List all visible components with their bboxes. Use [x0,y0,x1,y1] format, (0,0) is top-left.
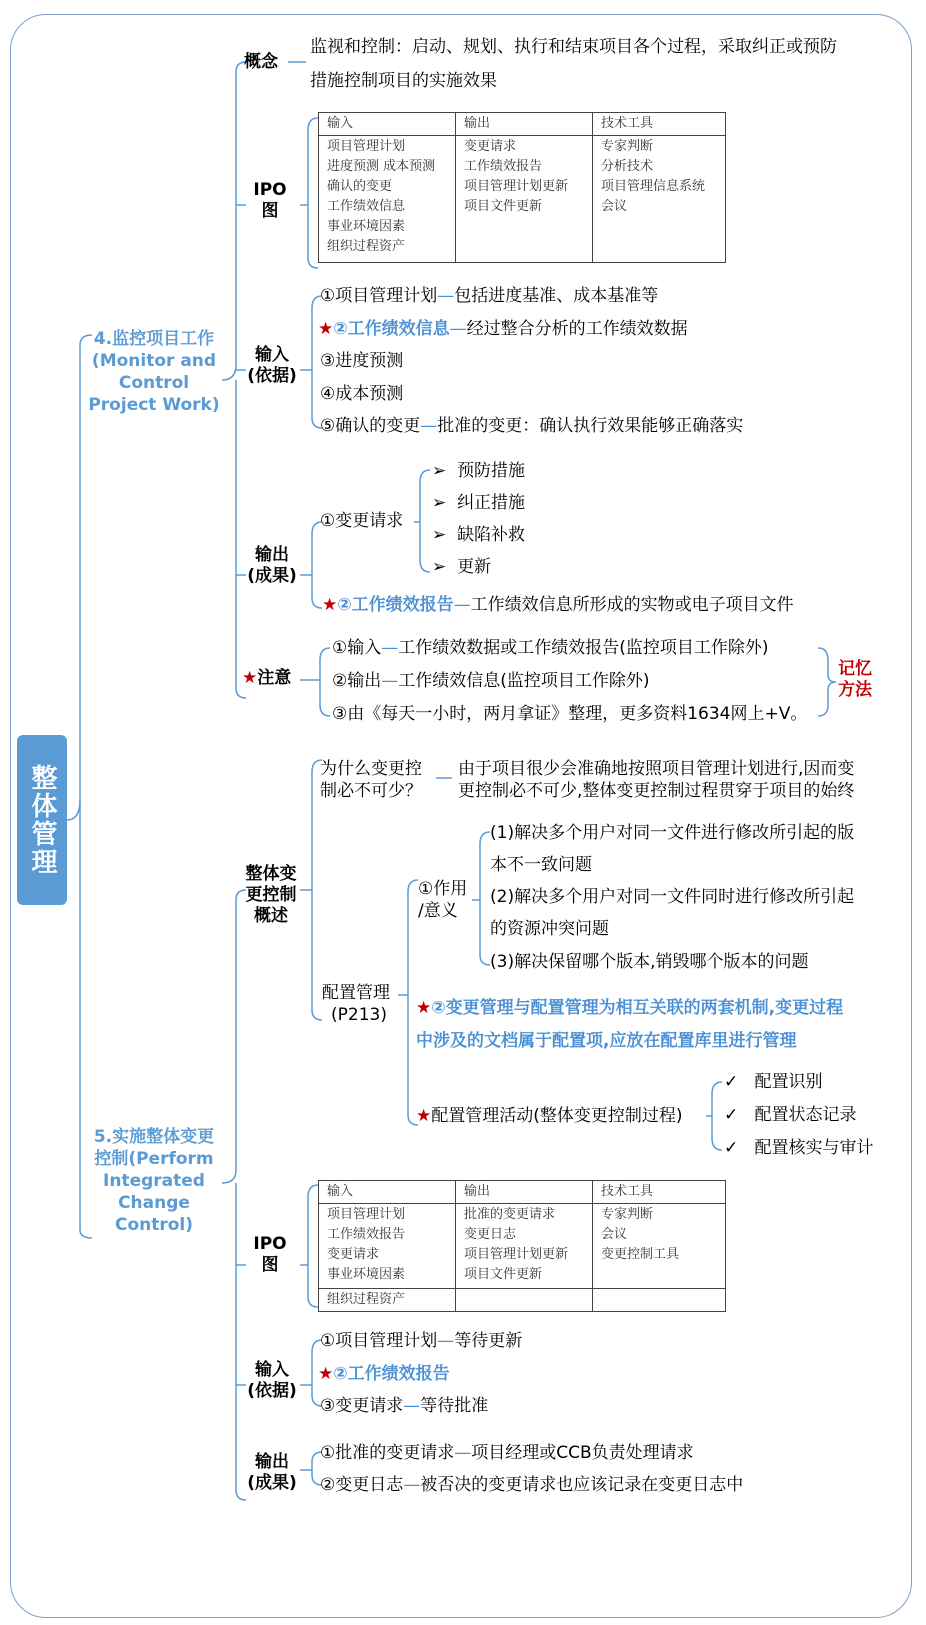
ipo-output-cell: 工作绩效报告 [464,159,543,174]
memory-method-label: 记忆 方法 [838,659,872,700]
star-icon: ★ [322,595,338,615]
ipo-tool-cell: 会议 [601,199,628,214]
change-ipo-table [318,1180,726,1312]
monitor-input-item-2: ★②工作绩效信息—经过整合分析的工作绩效数据 [318,319,688,339]
relation-line2: 中涉及的文档属于配置项,应放在配置库里进行管理 [416,1031,797,1051]
ipo-input-cell: 工作绩效信息 [327,199,406,214]
ipo-header-input: 输入 [319,113,456,136]
output-subitem: ➢ 预防措施 [432,461,526,481]
monitor-input-item-5: ⑤确认的变更—批准的变更：确认执行效果能够正确落实 [320,416,744,436]
monitor-output-item-1: ①变更请求 [320,511,404,531]
ipo-output-cell: 项目文件更新 [464,1267,543,1282]
star-icon: ★ [416,998,432,1018]
monitor-output-label: 输出 (成果) [247,545,297,586]
ipo-tool-cell: 会议 [601,1227,628,1242]
role-item-1-line1: (1)解决多个用户对同一文件进行修改所引起的版 [490,823,855,843]
ipo-output-cell: 变更请求 [464,139,517,154]
note-item-2: ②输出—工作绩效信息(监控项目工作除外) [332,671,650,691]
overview-label: 整体变 更控制 概述 [245,864,297,926]
change-input-item-1: ①项目管理计划—等待更新 [320,1331,523,1351]
monitor-output-item-2: ★②工作绩效报告—工作绩效信息所形成的实物或电子项目文件 [322,595,794,615]
change-section-title: 5.实施整体变更控制(Perform Integrated Change Control) [93,1127,215,1235]
ipo-input-cell: 工作绩效报告 [327,1227,406,1242]
ipo-input-cell: 组织过程资产 [319,1289,456,1312]
monitor-input-label: 输入 (依据) [247,345,297,386]
ipo-header-output: 输出 [456,1181,593,1204]
ipo-input-cell: 变更请求 [327,1247,380,1262]
change-output-item-1: ①批准的变更请求—项目经理或CCB负责处理请求 [320,1443,694,1463]
why-answer-line2: 更控制必不可少,整体变更控制过程贯穿于项目的始终 [458,781,855,801]
ipo-output-cell: 项目管理计划更新 [464,1247,569,1262]
ipo-output-cell: 项目文件更新 [464,199,543,214]
why-question-line1: 为什么变更控 [320,759,422,779]
arrow-icon: ➢ [432,493,447,513]
ipo-label: IPO 图 [253,180,287,221]
config-activity-item: ✓ 配置状态记录 [724,1105,857,1125]
ipo-input-cell: 确认的变更 [327,179,393,194]
root-node: 整体管理 [17,735,67,905]
ipo-header-tools: 技术工具 [593,1181,726,1204]
star-icon: ★ [242,668,258,688]
ipo-input-cell: 项目管理计划 [327,1207,406,1222]
output-subitem: ➢ 更新 [432,557,492,577]
role-item-2-line2: 的资源冲突问题 [490,919,609,939]
change-ipo-label: IPO 图 [253,1234,287,1275]
concept-text-line1: 监视和控制：启动、规划、执行和结束项目各个过程，采取纠正或预防 [310,37,837,57]
ipo-input-cell: 事业环境因素 [327,219,406,234]
output-subitem: ➢ 缺陷补救 [432,525,526,545]
monitor-ipo-table [318,112,726,263]
ipo-header-output: 输出 [456,113,593,136]
config-activity-item: ✓ 配置识别 [724,1072,823,1092]
ipo-input-cell: 事业环境因素 [327,1267,406,1282]
note-item-3: ③由《每天一小时，两月拿证》整理，更多资料1634网上+V。 [332,704,808,724]
role-item-3: (3)解决保留哪个版本,销毁哪个版本的问题 [490,952,809,972]
ipo-tool-cell: 专家判断 [601,1207,654,1222]
relation-line1: ★②变更管理与配置管理为相互关联的两套机制,变更过程 [416,998,844,1018]
monitor-input-item-3: ③进度预测 [320,351,404,371]
role-label: ①作用 /意义 [418,879,468,921]
ipo-tool-cell: 项目管理信息系统 [601,179,706,194]
change-output-label: 输出 (成果) [247,1452,297,1493]
config-activity-label: ★配置管理活动(整体变更控制过程) [416,1106,683,1126]
role-item-2-line1: (2)解决多个用户对同一文件同时进行修改所引起 [490,887,855,907]
change-input-label: 输入 (依据) [247,1360,297,1401]
change-input-item-3: ③变更请求—等待批准 [320,1396,489,1416]
ipo-output-cell: 项目管理计划更新 [464,179,569,194]
concept-label: 概念 [244,52,278,72]
why-answer-line1: 由于项目很少会准确地按照项目管理计划进行,因而变 [458,759,855,779]
ipo-tool-cell: 专家判断 [601,139,654,154]
change-output-item-2: ②变更日志—被否决的变更请求也应该记录在变更日志中 [320,1475,744,1495]
ipo-header-tools: 技术工具 [593,113,726,136]
config-activity-item: ✓ 配置核实与审计 [724,1138,874,1158]
ipo-input-cell: 组织过程资产 [327,239,406,254]
ipo-tool-cell: 分析技术 [601,159,654,174]
monitor-input-item-1: ①项目管理计划—包括进度基准、成本基准等 [320,286,659,306]
note-item-1: ①输入—工作绩效数据或工作绩效报告(监控项目工作除外) [332,638,769,658]
ipo-tool-cell: 变更控制工具 [601,1247,680,1262]
concept-text-line2: 措施控制项目的实施效果 [310,71,497,91]
check-icon: ✓ [724,1105,739,1125]
check-icon: ✓ [724,1072,739,1092]
ipo-output-cell: 批准的变更请求 [464,1207,556,1222]
check-icon: ✓ [724,1138,739,1158]
monitor-input-item-4: ④成本预测 [320,384,404,404]
why-question-line2: 制必不可少？ [320,781,422,801]
role-item-1-line2: 本不一致问题 [490,855,592,875]
star-icon: ★ [416,1106,432,1126]
ipo-output-cell: 变更日志 [464,1227,517,1242]
config-management-label: 配置管理 (P213) [322,983,390,1025]
ipo-header-input: 输入 [319,1181,456,1204]
ipo-input-cell: 项目管理计划 [327,139,406,154]
star-icon: ★ [318,1364,334,1384]
ipo-input-cell: 进度预测 成本预测 [327,159,436,174]
monitor-section-title: 4.监控项目工作(Monitor and Control Project Work) [88,329,220,415]
output-subitem: ➢ 纠正措施 [432,493,526,513]
arrow-icon: ➢ [432,461,447,481]
arrow-icon: ➢ [432,557,447,577]
arrow-icon: ➢ [432,525,447,545]
star-icon: ★ [318,319,334,339]
note-label: ★注意 [242,668,292,688]
change-input-item-2: ★②工作绩效报告 [318,1364,450,1384]
